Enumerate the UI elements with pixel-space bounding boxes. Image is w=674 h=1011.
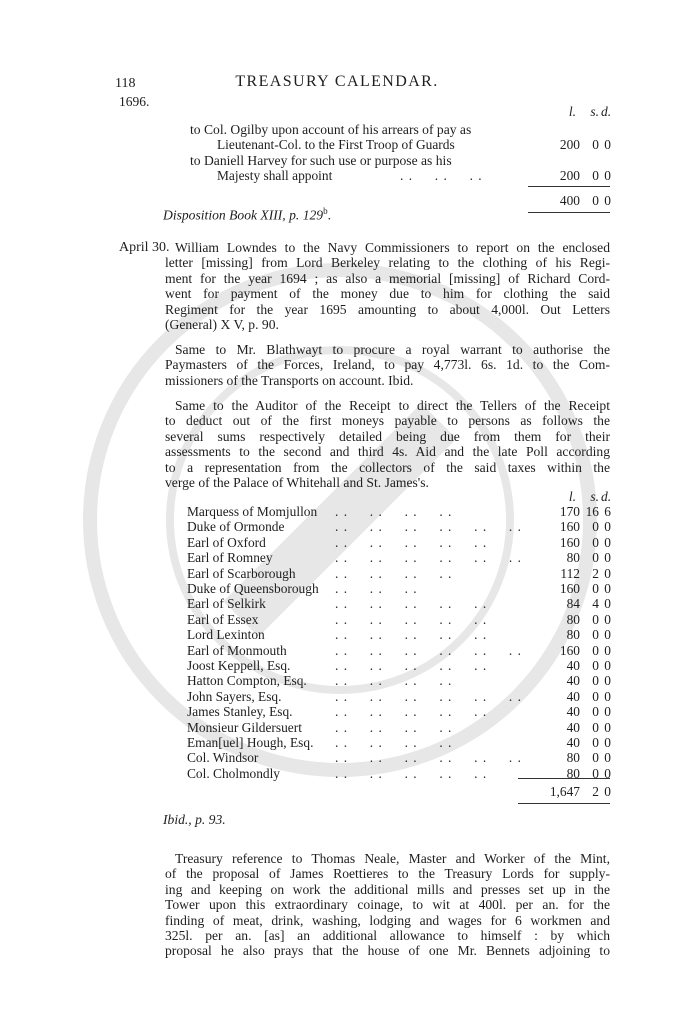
leader-dots: . . . . . . . . . . . . [335, 688, 522, 704]
leader-dots: . . . . . . . . [335, 504, 453, 519]
page-number: 118 [115, 76, 136, 91]
entry-line: to Col. Ogilby upon account of his arrears of pay as [190, 122, 472, 137]
assessee-name: Earl of Scarborough [187, 565, 296, 581]
table-row [0, 596, 674, 612]
amount-shillings: 0 [592, 688, 599, 704]
amount-shillings: 0 [592, 750, 599, 766]
table-row [0, 566, 674, 582]
paragraph-auditor: Same to the Auditor of the Receipt to direct the Tellers of the Receipt to deduct out of the first moneys payable to persons as follows the several sums respectively detailed being due from them for their assessments to the second and third 4s. Aid and the late Poll according to a representation from the collectors of the said taxes within the verge of the Palace of Whitehall and St. James's. [165, 398, 610, 491]
amount-pence: 0 [604, 688, 611, 704]
amount-pounds: 80 [566, 550, 580, 566]
entry-row: Majesty shall appoint . . . . . . 200 0 0 [217, 168, 611, 183]
leader-dots: . . . . . . . . . . [335, 534, 488, 550]
leader-dots: . . . . . . . . . . . . [335, 519, 522, 535]
leader-dots: . . . . . . . . [335, 673, 453, 689]
amount-pence: 0 [604, 750, 611, 766]
amount-pounds: 40 [566, 735, 580, 750]
leader-dots: . . . . . . . . . . [335, 658, 488, 673]
leader-dots: . . . . . . . . . . [335, 765, 488, 781]
leader-dots: . . . . . . . . [335, 565, 453, 581]
assessee-name: Col. Cholmondly [187, 765, 281, 781]
amount-pence: 0 [604, 550, 611, 566]
amount-pence: 0 [604, 611, 611, 627]
assessments-total-rule [518, 778, 610, 779]
table-row [0, 658, 674, 674]
table-row [0, 535, 674, 551]
table-row [0, 504, 674, 520]
amount-shillings: 0 [592, 719, 599, 735]
leader-dots: . . . . . . . . . . . . [335, 642, 522, 658]
source-reference: Disposition Book XIII, p. 129$^b$. [163, 206, 331, 223]
margin-year: 1696. [119, 94, 150, 109]
amount-pence: 0 [604, 673, 611, 689]
amount-shillings: 0 [592, 673, 599, 689]
assessee-name: Earl of Essex [187, 611, 259, 627]
amount-pounds: 40 [566, 673, 580, 689]
amount-pence: 0 [604, 658, 611, 673]
amount-pounds: 160 [559, 642, 580, 658]
amount-pence: 0 [604, 735, 611, 750]
table-row [0, 612, 674, 628]
assessee-name: Eman[uel] Hough, Esq. [187, 735, 314, 750]
leader-dots: . . . . . . . . . . [335, 704, 488, 720]
assessee-name: Duke of Queensborough [187, 581, 319, 596]
amount-pounds: 112 [560, 565, 580, 581]
running-head: TREASURY CALENDAR. [235, 73, 439, 90]
assessments-reference: Ibid., p. 93. [163, 812, 226, 827]
total-rule [528, 186, 610, 187]
amount-pence: 0 [604, 519, 611, 535]
assessee-name: Joost Keppell, Esq. [187, 658, 291, 673]
total-rule-bottom [528, 212, 610, 213]
amount-pence: 0 [604, 627, 611, 643]
amount-pounds: 160 [559, 519, 580, 535]
amount-shillings: 0 [592, 765, 599, 781]
assessee-name: Earl of Monmouth [187, 642, 287, 658]
amount-pounds: 40 [566, 719, 580, 735]
amount-pence: 0 [604, 765, 611, 781]
amount-pence: 0 [604, 534, 611, 550]
amount-shillings: 0 [592, 611, 599, 627]
table-row [0, 750, 674, 766]
amount-pence: 6 [604, 504, 611, 519]
table-row [0, 627, 674, 643]
amount-shillings: 0 [592, 642, 599, 658]
amount-pence: 0 [604, 719, 611, 735]
paragraph-blathwayt: Same to Mr. Blathwayt to procure a royal warrant to authorise the Paymasters of the Forces, Ireland, to pay 4,773l. 6s. 1d. to the Com- missioners of the Transports on account. Ibid. [165, 342, 610, 388]
amount-shillings: 0 [592, 704, 599, 720]
amount-pounds: 160 [559, 581, 580, 596]
assessee-name: Hatton Compton, Esq. [187, 673, 307, 689]
assessments-total-row: 1,647 2 0 [549, 784, 611, 799]
table-row [0, 735, 674, 751]
table-row [0, 766, 674, 782]
table-row [0, 720, 674, 736]
amount-pence: 0 [604, 642, 611, 658]
amount-shillings: 2 [592, 565, 599, 581]
paragraph-navy-commissioners: William Lowndes to the Navy Commissioners to report on the enclosed letter [missing] from Lord Berkeley relating to the clothing of his Regi- ment for the year 1694 ; as also a memorial [missing] of Richard Cord- went for payment of the money due to him for clothing the said Regiment for the year 1695 amounting to about 4,000l. Out Letters (General) X V, p. 90. [165, 240, 610, 333]
assessee-name: Earl of Oxford [187, 534, 266, 550]
amount-pounds: 80 [566, 750, 580, 766]
amount-pounds: 80 [566, 765, 580, 781]
amount-pence: 0 [604, 565, 611, 581]
amount-shillings: 0 [592, 627, 599, 643]
leader-dots: . . . . . . . . [335, 735, 453, 750]
assessments-total-rule-bottom [518, 803, 610, 804]
amount-pence: 0 [604, 596, 611, 612]
leader-dots: . . . . . . . . [335, 719, 453, 735]
assessee-name: Col. Windsor [187, 750, 259, 766]
assessee-name: John Sayers, Esq. [187, 688, 282, 704]
leader-dots: . . . . . . [335, 581, 418, 596]
assessee-name: Earl of Romney [187, 550, 273, 566]
amount-shillings: 16 [585, 504, 599, 519]
amount-pence: 0 [604, 704, 611, 720]
amount-shillings: 0 [592, 534, 599, 550]
assessee-name: Lord Lexinton [187, 627, 265, 643]
amount-pounds: 40 [566, 688, 580, 704]
leader-dots: . . . . . . . . . . [335, 627, 488, 643]
amount-shillings: 0 [592, 735, 599, 750]
amount-shillings: 4 [592, 596, 599, 612]
amount-pounds: 170 [559, 504, 580, 519]
amount-pounds: 80 [566, 627, 580, 643]
amount-shillings: 0 [592, 550, 599, 566]
paragraph-mint-reference: Treasury reference to Thomas Neale, Master and Worker of the Mint, of the proposal of James Roettieres to the Treasury Lords for supply- ing and keeping on work the additional mills and presses set up in the Tower upon this extraordinary coinage, to wit at 400l. per an. for the finding of meat, drink, washing, lodging and wages for 6 workmen and 325l. per an. [as] an additional allowance to himself : by which proposal he also prays that the house of one Mr. Bennets adjoining to [165, 851, 610, 959]
table-row [0, 689, 674, 705]
currency-header-top: l. s. d. [568, 104, 612, 119]
assessee-name: Duke of Ormonde [187, 519, 285, 535]
assessee-name: Earl of Selkirk [187, 596, 266, 612]
amount-shillings: 0 [592, 519, 599, 535]
margin-date: April 30. [119, 240, 170, 255]
leader-dots: . . . . . . . . . . [335, 596, 488, 612]
leader-dots: . . . . . . . . . . . . [335, 750, 522, 766]
amount-pounds: 160 [559, 534, 580, 550]
leader-dots: . . . . . . . . . . . . [335, 550, 522, 566]
assessee-name: Marquess of Momjullon [187, 504, 318, 519]
amount-pence: 0 [604, 581, 611, 596]
entry-row: Lieutenant-Col. to the First Troop of Guards 200 0 0 [217, 137, 611, 152]
entry-line: to Daniell Harvey for such use or purpose as his [190, 153, 452, 168]
table-row [0, 704, 674, 720]
assessee-name: James Stanley, Esq. [187, 704, 293, 720]
amount-pounds: 84 [566, 596, 580, 612]
table-row [0, 581, 674, 597]
amount-pounds: 40 [566, 704, 580, 720]
total-row: 400 0 0 [559, 193, 611, 208]
amount-shillings: 0 [592, 658, 599, 673]
currency-header-assessments: l. s. d. [568, 489, 612, 504]
leader-dots: . . . . . . . . . . [335, 611, 488, 627]
assessee-name: Monsieur Gildersuert [187, 719, 302, 735]
amount-pounds: 40 [566, 658, 580, 673]
amount-pounds: 80 [566, 611, 580, 627]
table-row [0, 519, 674, 535]
table-row [0, 643, 674, 659]
amount-shillings: 0 [592, 581, 599, 596]
table-row [0, 673, 674, 689]
table-row [0, 550, 674, 566]
